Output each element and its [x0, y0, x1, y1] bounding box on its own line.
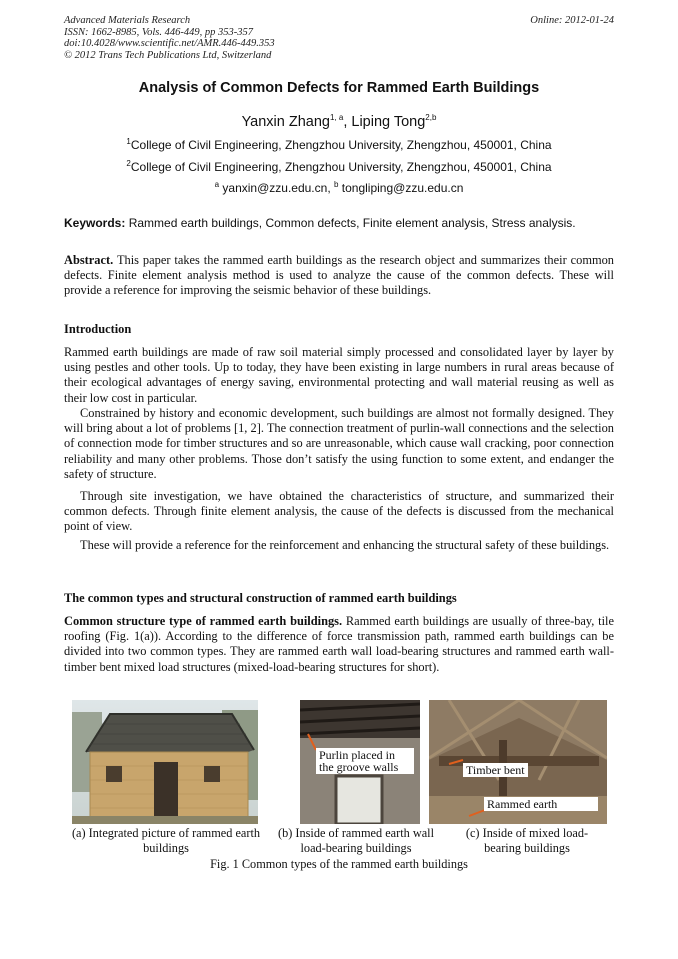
abstract-label: Abstract. [64, 253, 114, 267]
author-sup: 2,b [425, 113, 437, 123]
keywords-label: Keywords: [64, 216, 126, 230]
label-timber-bent: Timber bent [463, 763, 528, 777]
journal-header [64, 15, 275, 61]
photo-rammed-earth-house [72, 700, 258, 824]
house-illustration [72, 700, 258, 824]
caption-c: (c) Inside of mixed load-bearing buildings [465, 826, 589, 855]
intro-paragraph-3: Through site investigation, we have obtained the characteristics of structure, and summarized their common defects. Through finite element analysis, the cause of the defects is discussed from the mechanical point of view. [64, 489, 614, 534]
section2-text: Rammed earth buildings are usually of three-bay, tile roofing (Fig. 1(a)). According to the difference of force transmission path, rammed earth buildings can be divided into two common types. They are rammed earth wall load-bearing structures and rammed earth wall-timber bent mixed load structures (mixed-load-bearing structures for short). [64, 614, 615, 674]
keywords [64, 216, 614, 230]
intro-paragraph-4: These will provide a reference for the reinforcement and enhancing the structural safety of these buildings. [80, 538, 610, 552]
email-sup: a [214, 180, 220, 189]
affiliation-1 [0, 138, 678, 152]
issn-line: ISSN: 1662-8985, Vols. 446-449, pp 353-357 [64, 26, 253, 38]
label-rammed-earth: Rammed earth [484, 797, 598, 811]
affiliation-text: College of Civil Engineering, Zhengzhou University, Zhengzhou, 450001, China [130, 160, 552, 174]
photo-mixed-load-bearing-interior [429, 700, 607, 824]
affiliation-sup: 1 [126, 137, 131, 146]
abstract [64, 253, 614, 299]
author-sup: 1, a [329, 113, 344, 123]
journal-name: Advanced Materials Research [64, 15, 191, 26]
caption-b: (b) Inside of rammed earth wall load-bearing buildings [277, 826, 435, 855]
affiliation-text: College of Civil Engineering, Zhengzhou University, Zhengzhou, 450001, China [130, 138, 552, 152]
email-sup: b [333, 180, 339, 189]
section2-lead: Common structure type of rammed earth buildings. [64, 614, 343, 628]
section2-paragraph [64, 614, 614, 675]
photo-wall-load-bearing-interior [300, 700, 420, 824]
author-name: Liping Tong [351, 114, 426, 130]
email-a[interactable]: yanxin@zzu.edu.cn [222, 181, 328, 195]
label-purlin-text: Purlin placed in the groove walls [319, 748, 399, 774]
section2-heading: The common types and structural construction of rammed earth buildings [64, 591, 457, 605]
intro-paragraph-1: Rammed earth buildings are made of raw soil material simply processed and consolidated layer by layer by using pestles and other tools. Up to today, they have been existing in large numbers in rural areas because of their ecological advantages of energy saving, environmental protecting and wall material reusing as well as their low cost in particular. [64, 345, 614, 405]
keywords-text: Rammed earth buildings, Common defects, Finite element analysis, Stress analysis. [128, 216, 576, 230]
paper-title: Analysis of Common Defects for Rammed Earth Buildings [138, 80, 540, 96]
intro-paragraph-2: Constrained by history and economic development, such buildings are almost not formally designed. They will bring about a lot of problems [1, 2]. The connection treatment of purlin-wall connections and the selection of connection mode for timber structures and so are unreasonable, which cause wall cracking, poor connection reliability and many other problems. Those don’t satisfy the using function to some extent, and endanger the safety of structure. [64, 406, 614, 481]
online-date: Online: 2012-01-24 [530, 15, 614, 26]
copyright-line: © 2012 Trans Tech Publications Ltd, Switzerland [64, 49, 272, 61]
introduction-heading: Introduction [64, 322, 132, 336]
email-b[interactable]: tongliping@zzu.edu.cn [341, 181, 464, 195]
author-separator: , [343, 114, 352, 130]
abstract-text: This paper takes the rammed earth buildings as the research object and summarizes their common defects. Finite element analysis method is used to analyze the cause of the common defects. These will provide a reference for improving the seismic behavior of these buildings. [64, 253, 615, 298]
doi-line[interactable]: doi:10.4028/www.scientific.net/AMR.446-449.353 [64, 38, 275, 49]
affiliation-sup: 2 [126, 159, 131, 168]
email-line: $^a$ yanxin@zzu.edu.cn, $^b$ tongliping@zzu.edu.cn [214, 180, 464, 195]
caption-a: (a) Integrated picture of rammed earth buildings [71, 826, 261, 855]
affiliation-2 [0, 160, 678, 174]
author-name: Yanxin Zhang [241, 114, 330, 130]
figure-title: Fig. 1 Common types of the rammed earth buildings [210, 857, 468, 871]
label-purlin [316, 748, 414, 774]
author-line [0, 114, 678, 130]
